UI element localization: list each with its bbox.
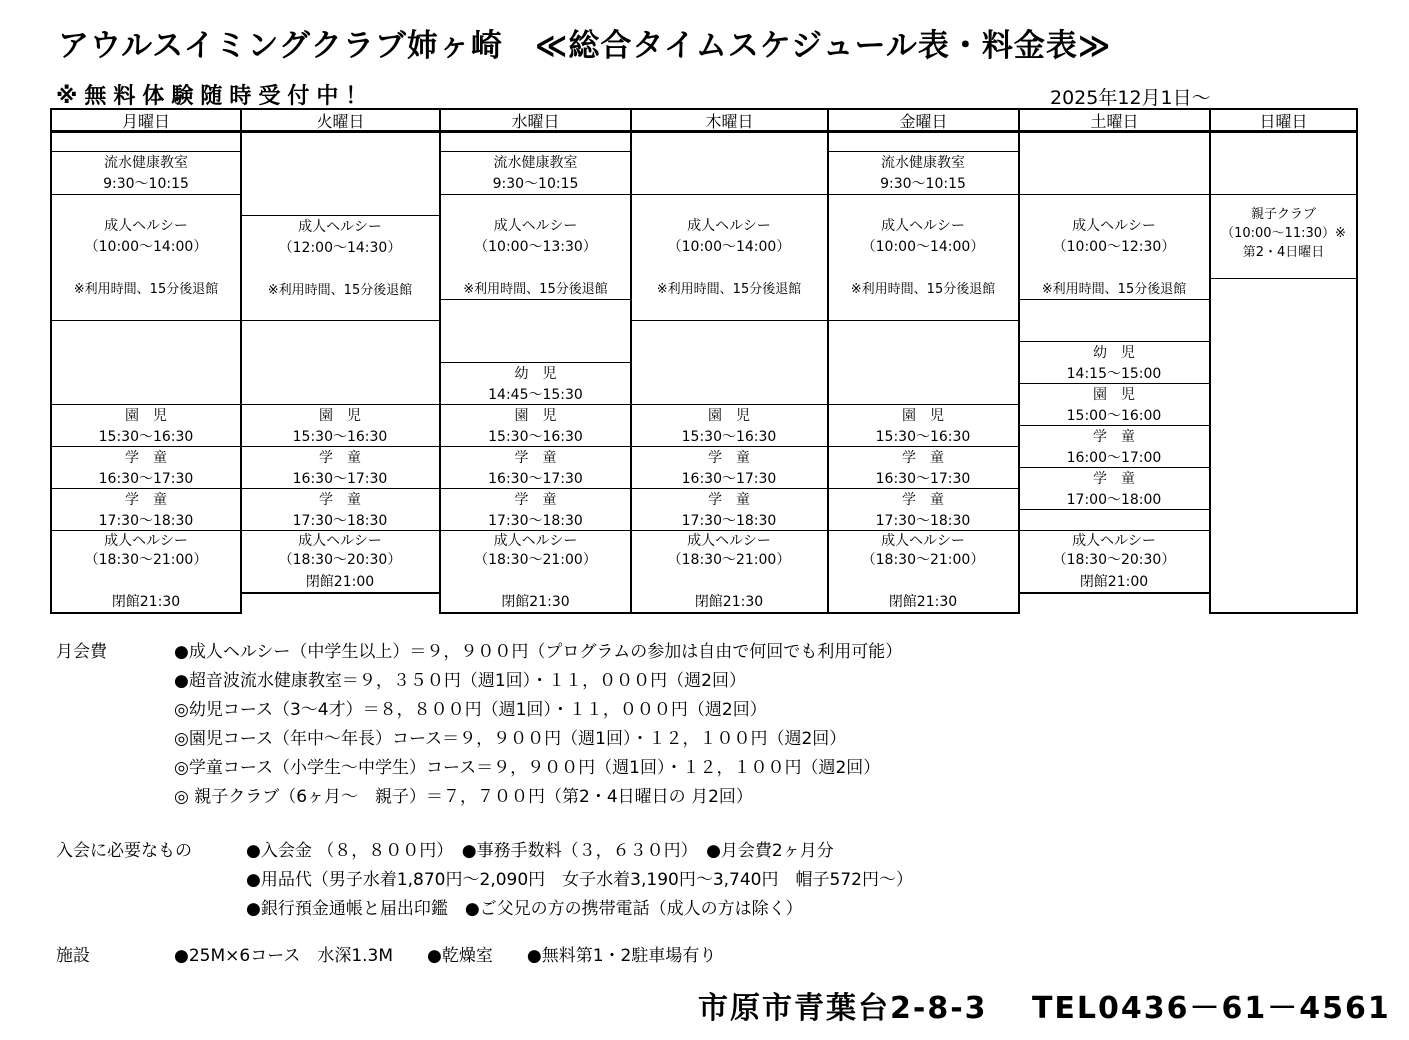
adult-healthy: 成人ヘルシー （10:00～12:30） ※利用時間、15分後退館: [1018, 194, 1211, 300]
enji-class: 園 児 15:00～16:00: [1018, 383, 1211, 426]
adult-healthy: 成人ヘルシー （10:00～14:00） ※利用時間、15分後退館: [630, 194, 829, 321]
adult-healthy-evening: 成人ヘルシー （18:30～20:30） 閉館21:00: [240, 530, 441, 594]
gakudo-class: 学 童 16:30～17:30: [439, 446, 632, 489]
header-mon: 月曜日: [50, 108, 242, 132]
page-title: アウルスイミングクラブ姉ヶ崎 ≪総合タイムスケジュール表・料金表≫: [58, 28, 1112, 64]
enji-class: 園 児 15:30～16:30: [240, 404, 441, 447]
empty-cell: [50, 320, 242, 405]
empty-cell: [439, 299, 632, 363]
empty-cell: [1018, 509, 1211, 531]
column-mon: [50, 132, 242, 614]
column-sat: [1018, 132, 1211, 614]
column-tue: [240, 132, 441, 614]
schedule-table: [50, 108, 1358, 614]
adult-healthy: 成人ヘルシー （12:00～14:30） ※利用時間、15分後退館: [240, 215, 441, 321]
header-sat: 土曜日: [1018, 108, 1211, 132]
adult-healthy: 成人ヘルシー （10:00～14:00） ※利用時間、15分後退館: [50, 194, 242, 321]
yoji-class: 幼 児 14:15～15:00: [1018, 341, 1211, 384]
header-fri: 金曜日: [827, 108, 1020, 132]
admission-item: ●入会金 （８，８００円） ●事務手数料（３，６３０円） ●月会費2ヶ月分: [246, 841, 834, 861]
address-phone: 市原市青葉台2-8-3 TEL0436－61－4561: [698, 991, 1391, 1026]
closing-time: 閉館21:30: [501, 594, 570, 610]
empty-cell: [240, 320, 441, 405]
empty-cell: [630, 132, 829, 195]
empty-cell: [630, 320, 829, 405]
closing-time: 閉館21:30: [694, 594, 764, 610]
gakudo-class: 学 童 17:30～18:30: [50, 488, 242, 531]
enji-class: 園 児 15:30～16:30: [827, 404, 1020, 447]
fee-item: ●成人ヘルシー（中学生以上）＝９，９００円（プログラムの参加は自由で何回でも利用可能）: [174, 642, 903, 662]
gakudo-class: 学 童 17:30～18:30: [240, 488, 441, 531]
admission-label: 入会に必要なもの: [56, 841, 192, 861]
empty-cell: [1018, 132, 1211, 195]
fee-item: ◎学童コース（小学生～中学生）コース＝９，９００円（週1回）・１２，１００円（週2回）: [174, 758, 881, 778]
empty-cell: [240, 132, 441, 216]
adult-healthy-evening: 成人ヘルシー （18:30～21:00） 閉館21:30: [827, 530, 1020, 614]
empty-cell: [1209, 278, 1358, 614]
closing-time: 閉館21:30: [888, 594, 958, 610]
enji-class: 園 児 15:30～16:30: [50, 404, 242, 447]
empty-cell: [1018, 299, 1211, 342]
admission-item: ●用品代（男子水着1,870円～2,090円 女子水着3,190円～3,740円 帽子572円～）: [246, 870, 913, 890]
empty-cell: [827, 320, 1020, 405]
closing-time: 閉館21:00: [1079, 574, 1149, 590]
fee-item: ◎幼児コース（3～4才）＝８，８００円（週1回）・１１，０００円（週2回）: [174, 700, 767, 720]
admission-item: ●銀行預金通帳と届出印鑑 ●ご父兄の方の携帯電話（成人の方は除く）: [246, 899, 803, 919]
column-fri: [827, 132, 1020, 614]
adult-healthy-evening: 成人ヘルシー （18:30～21:00） 閉館21:30: [439, 530, 632, 614]
empty-cell: [50, 132, 242, 152]
empty-cell: [439, 132, 632, 152]
fee-item: ◎ 親子クラブ（6ヶ月～ 親子）＝７，７００円（第2・4日曜日の 月2回）: [174, 787, 753, 807]
header-thu: 木曜日: [630, 108, 829, 132]
adult-healthy: 成人ヘルシー （10:00～14:00） ※利用時間、15分後退館: [827, 194, 1020, 321]
closing-time: 閉館21:30: [111, 594, 181, 610]
adult-healthy-evening: 成人ヘルシー （18:30～21:00） 閉館21:30: [50, 530, 242, 614]
header-tue: 火曜日: [240, 108, 441, 132]
enji-class: 園 児 15:30～16:30: [439, 404, 632, 447]
empty-cell: [1209, 132, 1358, 195]
header-sun: 日曜日: [1209, 108, 1358, 132]
column-thu: [630, 132, 829, 614]
ryusui-class: 流水健康教室 9:30～10:15: [827, 151, 1020, 195]
fee-item: ◎園児コース（年中～年長）コース＝９，９００円（週1回）・１２，１００円（週2回）: [174, 729, 847, 749]
column-wed: [439, 132, 632, 614]
gakudo-class: 学 童 16:30～17:30: [630, 446, 829, 489]
gakudo-class: 学 童 16:00～17:00: [1018, 425, 1211, 468]
column-sun: [1209, 132, 1358, 614]
gakudo-class: 学 童 17:30～18:30: [439, 488, 632, 531]
oyako-club: 親子クラブ （10:00～11:30）※ 第2・4日曜日: [1209, 194, 1358, 279]
ryusui-class: 流水健康教室 9:30～10:15: [50, 151, 242, 195]
adult-healthy-evening: 成人ヘルシー （18:30～21:00） 閉館21:30: [630, 530, 829, 614]
fees-label: 月会費: [56, 642, 107, 662]
closing-time: 閉館21:00: [305, 574, 375, 590]
empty-cell: [827, 132, 1020, 152]
facility-label: 施設: [56, 946, 90, 966]
adult-healthy-evening: 成人ヘルシー （18:30～20:30） 閉館21:00: [1018, 530, 1211, 594]
effective-date: 2025年12月1日～: [1050, 87, 1211, 109]
gakudo-class: 学 童 16:30～17:30: [827, 446, 1020, 489]
free-trial-notice: ※無料体験随時受付中！: [56, 84, 375, 109]
gakudo-class: 学 童 16:30～17:30: [240, 446, 441, 489]
yoji-class: 幼 児 14:45～15:30: [439, 362, 632, 405]
adult-healthy: 成人ヘルシー （10:00～13:30） ※利用時間、15分後退館: [439, 194, 632, 300]
ryusui-class: 流水健康教室 9:30～10:15: [439, 151, 632, 195]
gakudo-class: 学 童 16:30～17:30: [50, 446, 242, 489]
enji-class: 園 児 15:30～16:30: [630, 404, 829, 447]
facility-info: ●25M×6コース 水深1.3M ●乾燥室 ●無料第1・2駐車場有り: [174, 946, 717, 966]
fee-item: ●超音波流水健康教室＝９，３５０円（週1回）・１１，０００円（週2回）: [174, 671, 746, 691]
gakudo-class: 学 童 17:30～18:30: [827, 488, 1020, 531]
gakudo-class: 学 童 17:00～18:00: [1018, 467, 1211, 510]
header-wed: 水曜日: [439, 108, 632, 132]
gakudo-class: 学 童 17:30～18:30: [630, 488, 829, 531]
